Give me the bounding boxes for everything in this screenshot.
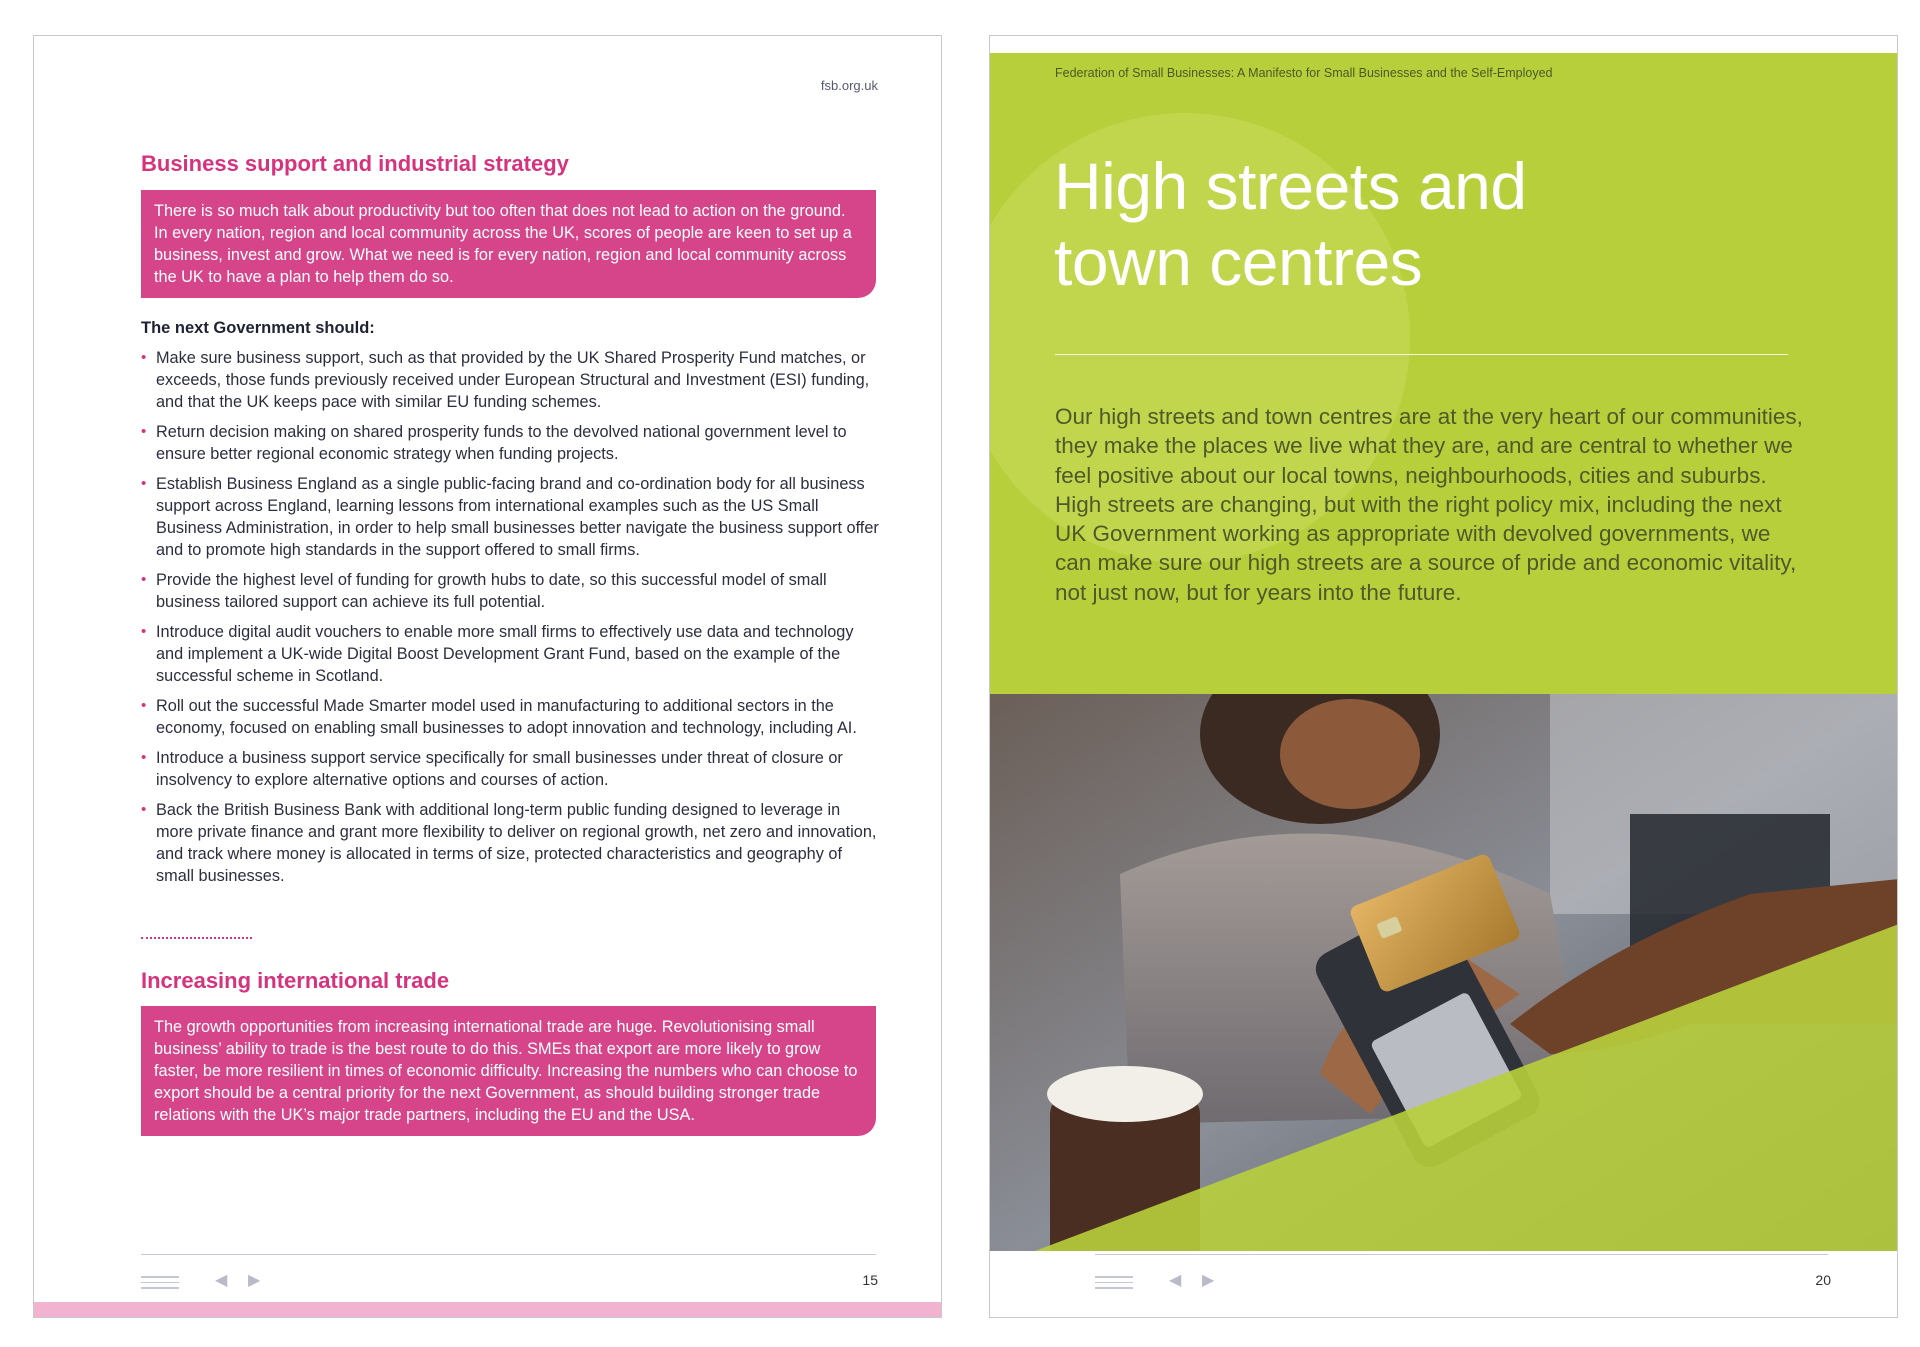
next-arrow-icon[interactable]: ▶: [1202, 1272, 1215, 1289]
footer-color-strip: [34, 1302, 941, 1317]
document-title: Federation of Small Businesses: A Manifesto for Small Businesses and the Self-Employed: [1055, 66, 1553, 80]
footer-divider: [141, 1254, 876, 1255]
recommendations-list: [141, 347, 881, 895]
bullet-icon: •: [141, 349, 147, 366]
list-item: • Roll out the successful Made Smarter model used in manufacturing to additional sectors in the economy, focused on enabling small businesses to adopt innovation and technology, including AI.: [141, 697, 857, 737]
list-item: • Establish Business England as a single public-facing brand and co-ordination body for all business support across England, learning lessons from international examples such as the US Small Business Administration, in order to help small businesses better navigate the business support offer and to promote high standards in the support offered to small firms.: [141, 475, 879, 559]
site-url[interactable]: fsb.org.uk: [820, 78, 878, 93]
bullet-icon: •: [141, 475, 147, 492]
section-title-line1: High streets and: [1054, 149, 1527, 223]
page-number: 15: [862, 1272, 878, 1288]
section-heading-business-support: Business support and industrial strategy: [141, 151, 569, 176]
callout-international-trade: The growth opportunities from increasing international trade are huge. Revolutionising small business’ ability to trade is the best route to do this. SMEs that export are more likely to grow faster, be more resilient in times of economic difficulty. Increasing the numbers who can choose to export should be a central priority for the next Government, as should building stronger trade relations with the UK’s major trade partners, including the EU and the USA.: [141, 1006, 876, 1136]
left-page: [33, 35, 942, 1318]
bullet-icon: •: [141, 749, 147, 766]
menu-icon[interactable]: [1095, 1276, 1133, 1290]
menu-icon[interactable]: [141, 1276, 179, 1290]
page-number: 20: [1815, 1272, 1831, 1288]
list-item: • Return decision making on shared prosperity funds to the devolved national government level to ensure better regional economic strategy when funding projects.: [141, 423, 847, 463]
contactless-payment-photo: [990, 694, 1898, 1251]
section-title-line2: town centres: [1054, 225, 1423, 299]
prev-arrow-icon[interactable]: ◀: [215, 1272, 228, 1289]
bullet-icon: •: [141, 697, 147, 714]
bullet-icon: •: [141, 423, 147, 440]
next-arrow-icon[interactable]: ▶: [248, 1272, 261, 1289]
section-heading-international-trade: Increasing international trade: [141, 968, 450, 993]
bullet-icon: •: [141, 801, 147, 818]
dotted-divider: [141, 937, 252, 939]
list-item: • Back the British Business Bank with additional long-term public funding designed to leverage in more private finance and grant more flexibility to deliver on regional growth, net zero and innovation, and track where money is allocated in terms of size, protected characteristics and geography of small businesses.: [141, 801, 877, 885]
prev-arrow-icon[interactable]: ◀: [1169, 1272, 1182, 1289]
list-item: • Provide the highest level of funding for growth hubs to date, so this successful model of small business tailored support can achieve its full potential.: [141, 571, 827, 611]
green-cover-panel: [990, 53, 1898, 1251]
section-title: [1054, 148, 1527, 300]
coffee-lid: [1047, 1066, 1203, 1122]
footer-divider: [1095, 1254, 1828, 1255]
right-page: [989, 35, 1898, 1318]
next-government-subheading: The next Government should:: [141, 319, 375, 337]
list-item: • Make sure business support, such as that provided by the UK Shared Prosperity Fund matches, or exceeds, those funds previously received under European Structural and Investment (ESI) funding, and that the UK keeps pace with similar EU funding schemes.: [141, 349, 870, 411]
bullet-icon: •: [141, 623, 147, 640]
list-item: • Introduce a business support service specifically for small businesses under threat of closure or insolvency to explore alternative options and courses of action.: [141, 749, 843, 789]
title-divider: [1055, 354, 1788, 355]
list-item: • Introduce digital audit vouchers to enable more small firms to effectively use data and technology and implement a UK-wide Digital Boost Development Grant Fund, based on the example of the successful scheme in Scotland.: [141, 623, 854, 685]
intro-paragraph: Our high streets and town centres are at the very heart of our communities, they make the places we live what they are, and are central to whether we feel positive about our local towns, neighbourhoods, cities and suburbs. High streets are changing, but with the right policy mix, including the next UK Government working as appropriate with devolved governments, we can make sure our high streets are a source of pride and economic vitality, not just now, but for years into the future.: [1055, 404, 1803, 605]
callout-business-support: There is so much talk about productivity but too often that does not lead to action on the ground. In every nation, region and local community across the UK, scores of people are keen to set up a business, invest and grow. What we need is for every nation, region and local community across the UK to have a plan to help them do so.: [141, 190, 876, 298]
face: [1280, 699, 1420, 809]
bullet-icon: •: [141, 571, 147, 588]
